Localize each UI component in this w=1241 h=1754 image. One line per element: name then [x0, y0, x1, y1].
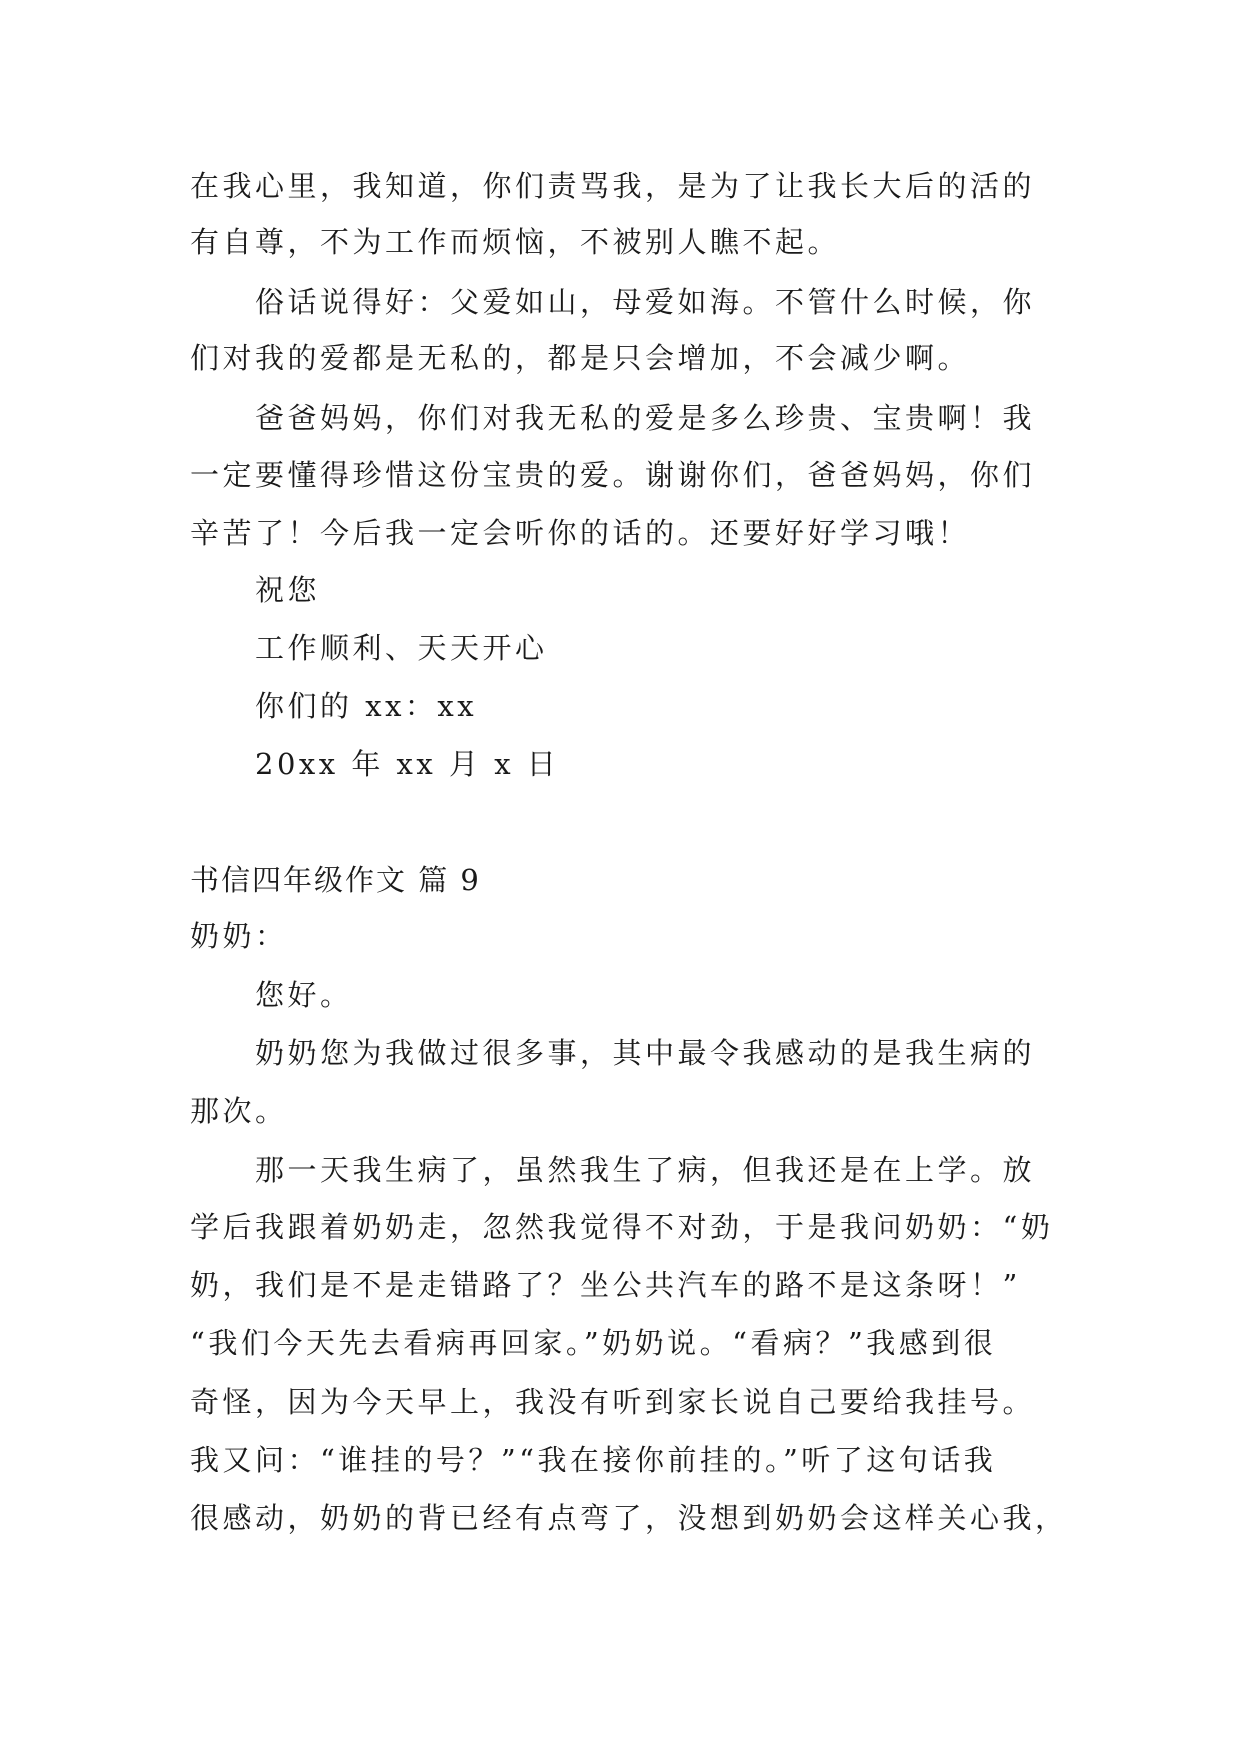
section-title: 书信四年级作文 篇 9	[190, 863, 481, 897]
paragraph-line: 有自尊，不为工作而烦恼，不被别人瞧不起。	[190, 225, 841, 259]
paragraph-line: 学后我跟着奶奶走，忽然我觉得不对劲，于是我问奶奶：“奶	[190, 1210, 1054, 1244]
greeting: 您好。	[255, 978, 353, 1012]
signature-line: 你们的 xx：xx	[255, 689, 478, 723]
date-line: 20xx 年 xx 月 x 日	[255, 747, 560, 781]
paragraph-line: 很感动，奶奶的背已经有点弯了，没想到奶奶会这样关心我，	[190, 1501, 1068, 1535]
paragraph-line: 奇怪，因为今天早上，我没有听到家长说自己要给我挂号。	[190, 1385, 1036, 1419]
closing-line: 祝您	[255, 573, 321, 607]
closing-line: 工作顺利、天天开心	[255, 631, 548, 665]
paragraph-line: 我又问：“谁挂的号？”“我在接你前挂的。”听了这句话我	[190, 1443, 997, 1477]
salutation: 奶奶：	[190, 919, 288, 953]
paragraph-line: 奶，我们是不是走错路了？坐公共汽车的路不是这条呀！”	[190, 1268, 1021, 1302]
paragraph-line: 那一天我生病了，虽然我生了病，但我还是在上学。放	[255, 1153, 1036, 1187]
paragraph-line: 俗话说得好：父爱如山，母爱如海。不管什么时候，你	[255, 285, 1036, 319]
paragraph-line: “我们今天先去看病再回家。”奶奶说。“看病？”我感到很	[190, 1326, 997, 1360]
paragraph-line: 在我心里，我知道，你们责骂我，是为了让我长大后的活的	[190, 169, 1036, 203]
paragraph-line: 们对我的爱都是无私的，都是只会增加，不会减少啊。	[190, 341, 971, 375]
paragraph-line: 一定要懂得珍惜这份宝贵的爱。谢谢你们，爸爸妈妈，你们	[190, 458, 1036, 492]
paragraph-line: 奶奶您为我做过很多事，其中最令我感动的是我生病的	[255, 1036, 1036, 1070]
paragraph-line: 那次。	[190, 1094, 288, 1128]
paragraph-line: 辛苦了！今后我一定会听你的话的。还要好好学习哦！	[190, 516, 971, 550]
paragraph-line: 爸爸妈妈，你们对我无私的爱是多么珍贵、宝贵啊！我	[255, 401, 1036, 435]
